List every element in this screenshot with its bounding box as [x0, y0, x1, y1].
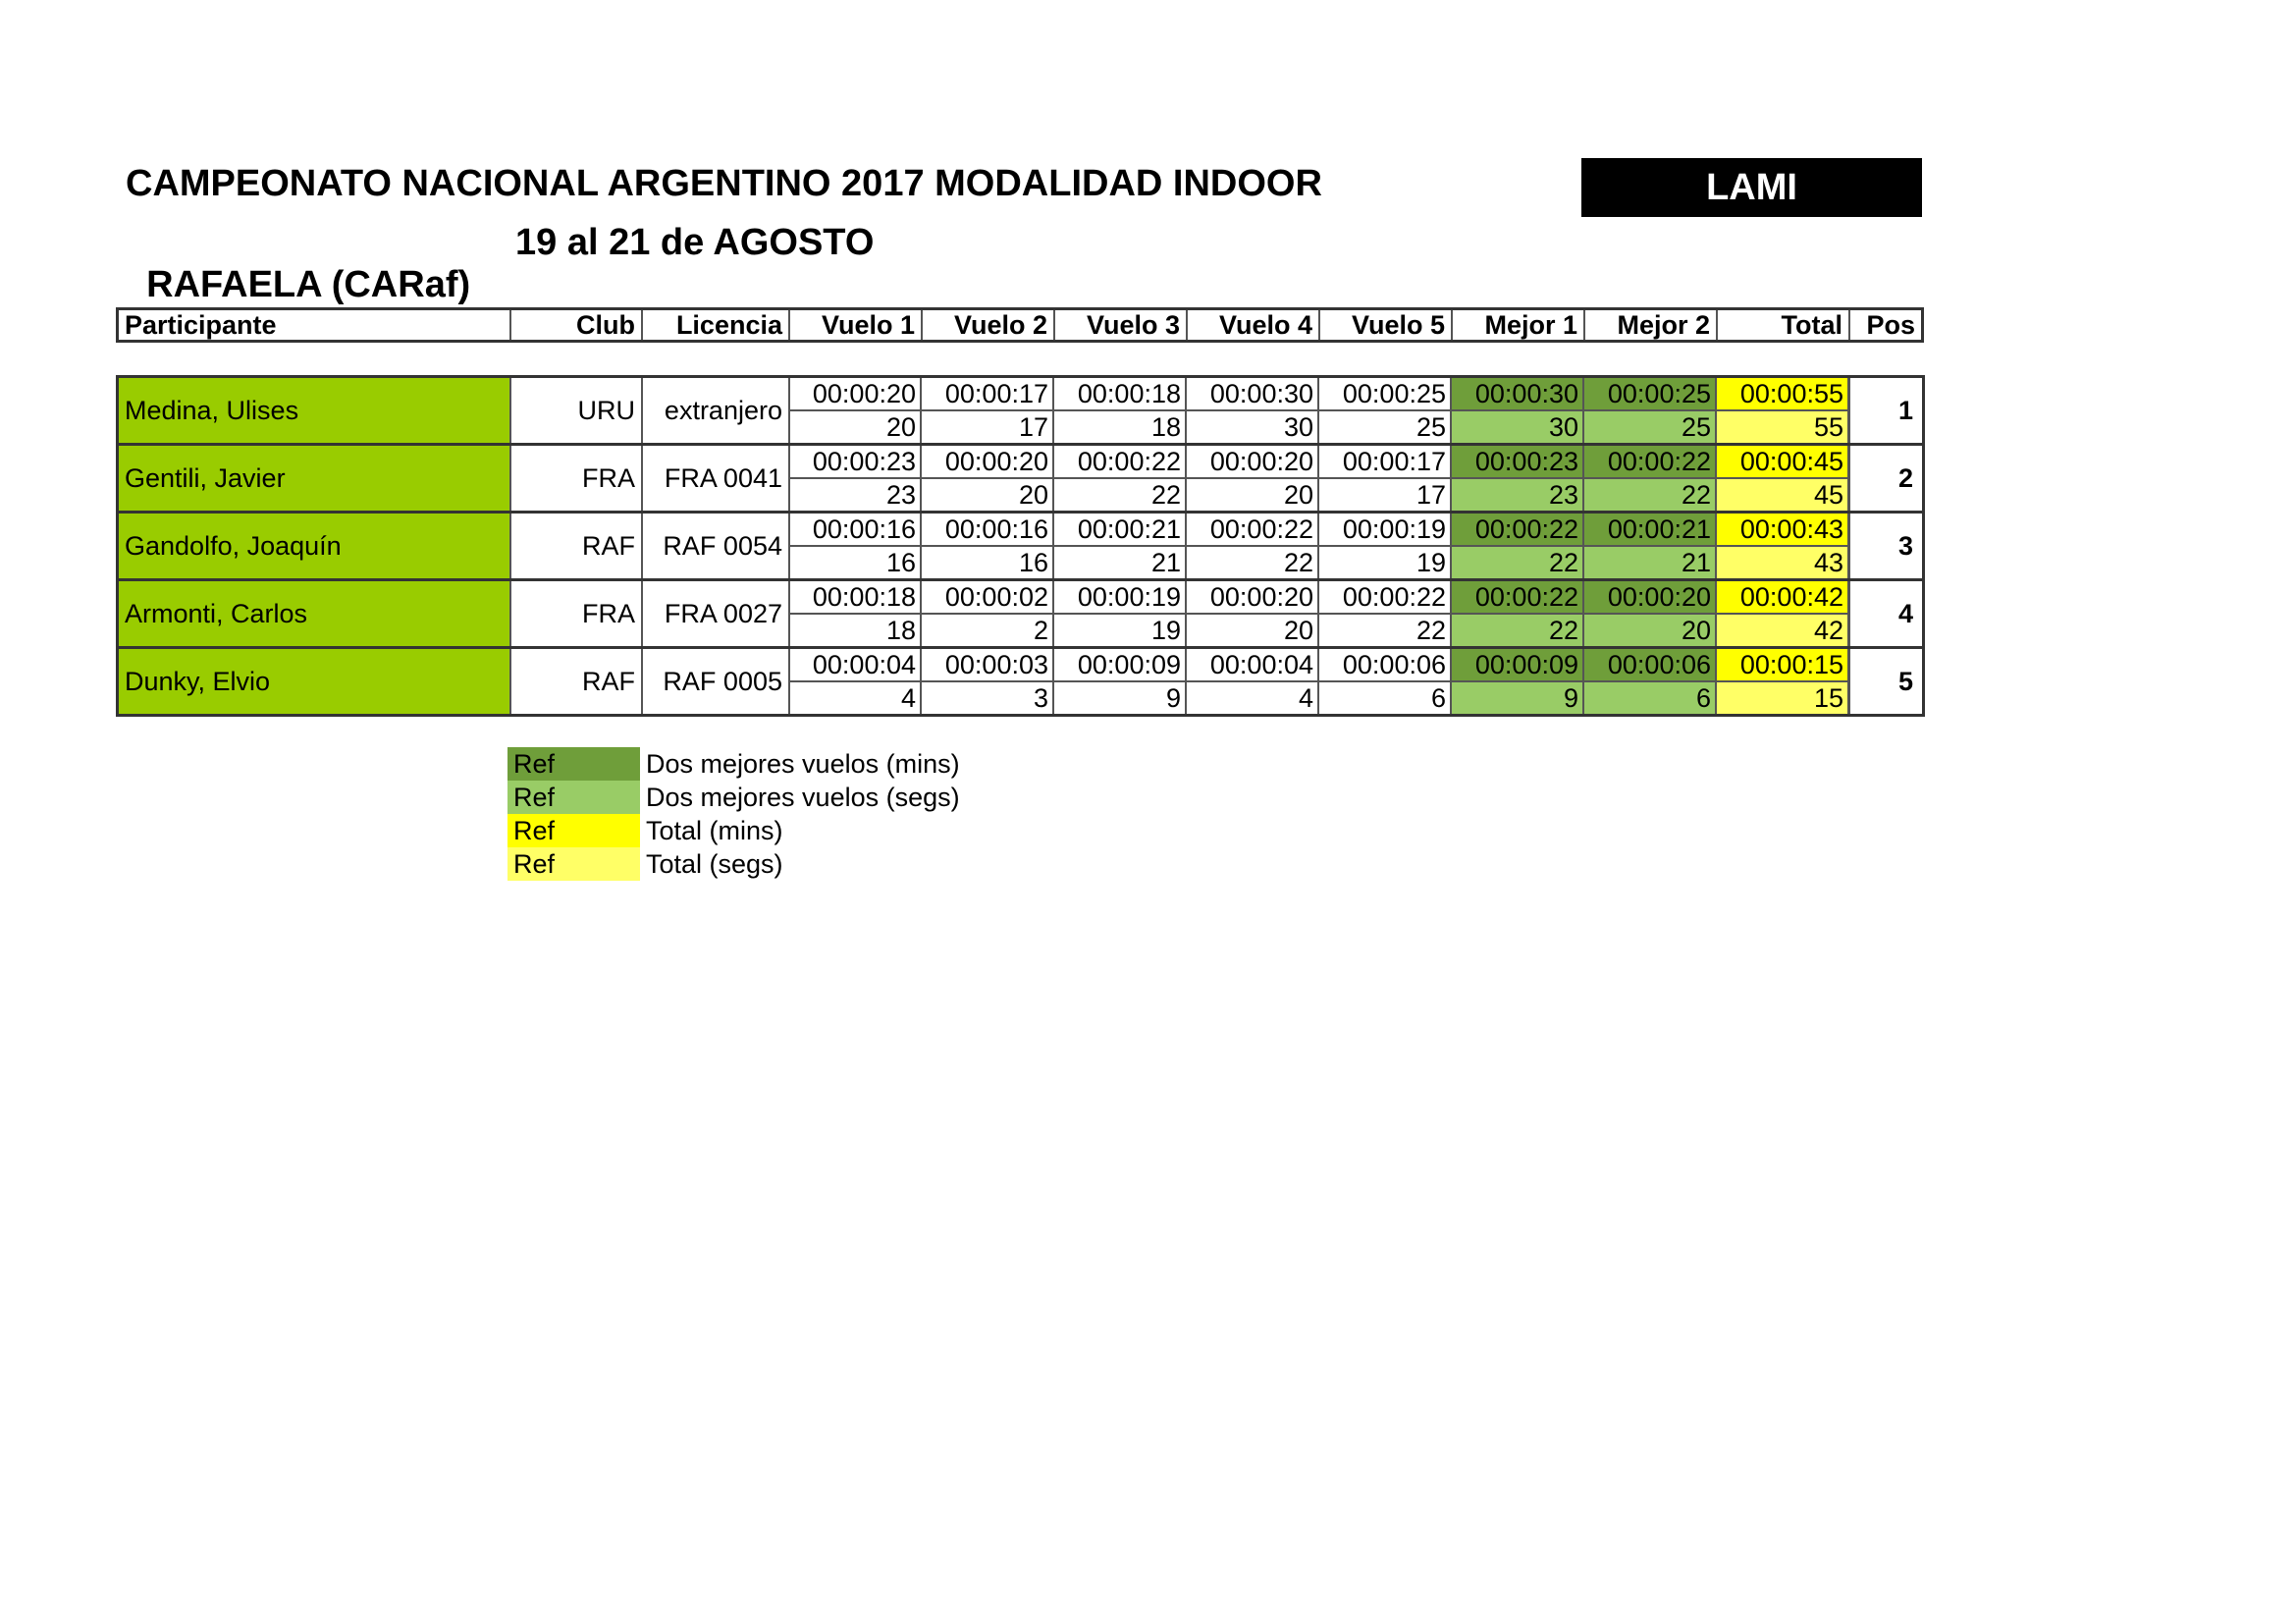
mejor-1-seconds: 23 — [1452, 479, 1584, 511]
participant-name: Armonti, Carlos — [119, 581, 511, 646]
vuelo-2-time: 00:00:17 — [922, 378, 1054, 409]
participant-licencia: RAF 0005 — [643, 649, 790, 714]
col-vuelo-5: Vuelo 5 — [1320, 310, 1453, 340]
legend-label: Dos mejores vuelos (mins) — [646, 748, 960, 779]
vuelo-4-time: 00:00:20 — [1187, 581, 1319, 613]
vuelo-2-time: 00:00:02 — [922, 581, 1054, 613]
column-header-row — [116, 307, 1924, 343]
vuelo-1-seconds: 16 — [789, 547, 922, 578]
seconds-subrow — [789, 479, 1849, 511]
mejor-1-time: 00:00:22 — [1452, 581, 1584, 613]
vuelo-1-seconds: 18 — [789, 615, 922, 646]
total-seconds: 45 — [1717, 479, 1849, 511]
flight-values — [790, 581, 1850, 646]
legend-label: Dos mejores vuelos (segs) — [646, 782, 960, 812]
legend-label: Total (segs) — [646, 848, 783, 879]
vuelo-1-time: 00:00:18 — [789, 581, 922, 613]
total-seconds: 55 — [1717, 411, 1849, 443]
vuelo-5-seconds: 17 — [1319, 479, 1452, 511]
time-subrow — [789, 378, 1849, 411]
results-table — [116, 375, 1925, 717]
total-time: 00:00:15 — [1717, 649, 1849, 680]
participant-club: RAF — [511, 649, 643, 714]
col-vuelo-4: Vuelo 4 — [1188, 310, 1320, 340]
vuelo-1-seconds: 20 — [789, 411, 922, 443]
vuelo-5-time: 00:00:25 — [1319, 378, 1452, 409]
mejor-2-time: 00:00:22 — [1584, 446, 1717, 477]
table-row — [119, 581, 1922, 649]
position: 3 — [1897, 530, 1913, 561]
legend-item — [507, 814, 960, 847]
seconds-subrow — [789, 547, 1849, 578]
legend-item — [507, 847, 960, 881]
participant-club: URU — [511, 378, 643, 443]
vuelo-4-time: 00:00:20 — [1187, 446, 1319, 477]
vuelo-3-seconds: 9 — [1054, 682, 1187, 714]
vuelo-2-seconds: 17 — [922, 411, 1054, 443]
vuelo-2-seconds: 16 — [922, 547, 1054, 578]
total-time: 00:00:55 — [1717, 378, 1849, 409]
col-vuelo-1: Vuelo 1 — [790, 310, 923, 340]
mejor-1-time: 00:00:09 — [1452, 649, 1584, 680]
vuelo-4-time: 00:00:22 — [1187, 514, 1319, 545]
vuelo-4-seconds: 4 — [1187, 682, 1319, 714]
legend-swatch: Ref — [507, 847, 640, 881]
table-row — [119, 378, 1922, 446]
seconds-subrow — [789, 411, 1849, 443]
vuelo-3-time: 00:00:22 — [1054, 446, 1187, 477]
total-time: 00:00:43 — [1717, 514, 1849, 545]
vuelo-5-time: 00:00:22 — [1319, 581, 1452, 613]
color-legend — [507, 747, 960, 881]
participant-name: Dunky, Elvio — [119, 649, 511, 714]
vuelo-1-time: 00:00:16 — [789, 514, 922, 545]
table-row — [119, 649, 1922, 714]
mejor-1-seconds: 22 — [1452, 615, 1584, 646]
vuelo-3-seconds: 19 — [1054, 615, 1187, 646]
mejor-2-time: 00:00:21 — [1584, 514, 1717, 545]
participant-club: RAF — [511, 514, 643, 578]
col-mejor-1: Mejor 1 — [1453, 310, 1585, 340]
legend-label: Total (mins) — [646, 815, 783, 845]
mejor-2-seconds: 22 — [1584, 479, 1717, 511]
vuelo-5-seconds: 6 — [1319, 682, 1452, 714]
vuelo-5-time: 00:00:06 — [1319, 649, 1452, 680]
vuelo-3-time: 00:00:21 — [1054, 514, 1187, 545]
vuelo-2-seconds: 20 — [922, 479, 1054, 511]
participant-name: Gentili, Javier — [119, 446, 511, 511]
mejor-1-time: 00:00:30 — [1452, 378, 1584, 409]
page-title: CAMPEONATO NACIONAL ARGENTINO 2017 MODALIDAD INDOOR — [126, 163, 1322, 204]
mejor-2-time: 00:00:06 — [1584, 649, 1717, 680]
col-vuelo-3: Vuelo 3 — [1055, 310, 1188, 340]
time-subrow — [789, 446, 1849, 479]
vuelo-2-time: 00:00:20 — [922, 446, 1054, 477]
col-licencia: Licencia — [643, 310, 790, 340]
legend-item — [507, 747, 960, 781]
participant-club: FRA — [511, 446, 643, 511]
seconds-subrow — [789, 682, 1849, 714]
vuelo-3-time: 00:00:09 — [1054, 649, 1187, 680]
participant-licencia: FRA 0041 — [643, 446, 790, 511]
flight-values — [790, 446, 1850, 511]
time-subrow — [789, 649, 1849, 682]
legend-swatch: Ref — [507, 781, 640, 814]
participant-name: Medina, Ulises — [119, 378, 511, 443]
col-participante: Participante — [119, 310, 511, 340]
table-row — [119, 514, 1922, 581]
vuelo-4-seconds: 30 — [1187, 411, 1319, 443]
mejor-2-seconds: 6 — [1584, 682, 1717, 714]
mejor-1-time: 00:00:22 — [1452, 514, 1584, 545]
position: 4 — [1897, 598, 1913, 628]
participant-licencia: RAF 0054 — [643, 514, 790, 578]
flight-values — [790, 514, 1850, 578]
total-seconds: 15 — [1717, 682, 1849, 714]
position: 1 — [1897, 395, 1913, 425]
vuelo-1-seconds: 4 — [789, 682, 922, 714]
vuelo-4-seconds: 22 — [1187, 547, 1319, 578]
legend-swatch: Ref — [507, 747, 640, 781]
legend-swatch: Ref — [507, 814, 640, 847]
vuelo-2-seconds: 3 — [922, 682, 1054, 714]
total-time: 00:00:42 — [1717, 581, 1849, 613]
col-pos: Pos — [1866, 309, 1915, 340]
col-club: Club — [511, 310, 643, 340]
vuelo-2-seconds: 2 — [922, 615, 1054, 646]
time-subrow — [789, 581, 1849, 615]
position: 2 — [1897, 462, 1913, 493]
vuelo-1-time: 00:00:20 — [789, 378, 922, 409]
mejor-1-seconds: 22 — [1452, 547, 1584, 578]
participant-club: FRA — [511, 581, 643, 646]
vuelo-3-time: 00:00:18 — [1054, 378, 1187, 409]
participant-licencia: extranjero — [643, 378, 790, 443]
mejor-2-time: 00:00:25 — [1584, 378, 1717, 409]
vuelo-1-time: 00:00:04 — [789, 649, 922, 680]
mejor-2-seconds: 20 — [1584, 615, 1717, 646]
col-mejor-2: Mejor 2 — [1585, 310, 1718, 340]
participant-licencia: FRA 0027 — [643, 581, 790, 646]
event-location: RAFAELA (CARaf) — [146, 264, 471, 305]
vuelo-4-time: 00:00:30 — [1187, 378, 1319, 409]
table-row — [119, 446, 1922, 514]
vuelo-5-seconds: 19 — [1319, 547, 1452, 578]
mejor-1-seconds: 30 — [1452, 411, 1584, 443]
participant-name: Gandolfo, Joaquín — [119, 514, 511, 578]
vuelo-1-seconds: 23 — [789, 479, 922, 511]
mejor-1-time: 00:00:23 — [1452, 446, 1584, 477]
vuelo-3-seconds: 22 — [1054, 479, 1187, 511]
mejor-1-seconds: 9 — [1452, 682, 1584, 714]
vuelo-5-time: 00:00:19 — [1319, 514, 1452, 545]
col-total: Total — [1718, 310, 1850, 340]
flight-values — [790, 649, 1850, 714]
total-seconds: 42 — [1717, 615, 1849, 646]
time-subrow — [789, 514, 1849, 547]
mejor-2-seconds: 21 — [1584, 547, 1717, 578]
vuelo-5-seconds: 25 — [1319, 411, 1452, 443]
col-vuelo-2: Vuelo 2 — [923, 310, 1055, 340]
vuelo-3-seconds: 21 — [1054, 547, 1187, 578]
vuelo-3-seconds: 18 — [1054, 411, 1187, 443]
vuelo-1-time: 00:00:23 — [789, 446, 922, 477]
total-time: 00:00:45 — [1717, 446, 1849, 477]
vuelo-5-time: 00:00:17 — [1319, 446, 1452, 477]
vuelo-4-seconds: 20 — [1187, 615, 1319, 646]
event-dates: 19 al 21 de AGOSTO — [515, 222, 875, 263]
vuelo-4-time: 00:00:04 — [1187, 649, 1319, 680]
seconds-subrow — [789, 615, 1849, 646]
position: 5 — [1897, 666, 1913, 696]
vuelo-2-time: 00:00:16 — [922, 514, 1054, 545]
vuelo-5-seconds: 22 — [1319, 615, 1452, 646]
flight-values — [790, 378, 1850, 443]
mejor-2-seconds: 25 — [1584, 411, 1717, 443]
vuelo-3-time: 00:00:19 — [1054, 581, 1187, 613]
total-seconds: 43 — [1717, 547, 1849, 578]
category-badge: LAMI — [1581, 158, 1922, 217]
vuelo-2-time: 00:00:03 — [922, 649, 1054, 680]
mejor-2-time: 00:00:20 — [1584, 581, 1717, 613]
legend-item — [507, 781, 960, 814]
vuelo-4-seconds: 20 — [1187, 479, 1319, 511]
